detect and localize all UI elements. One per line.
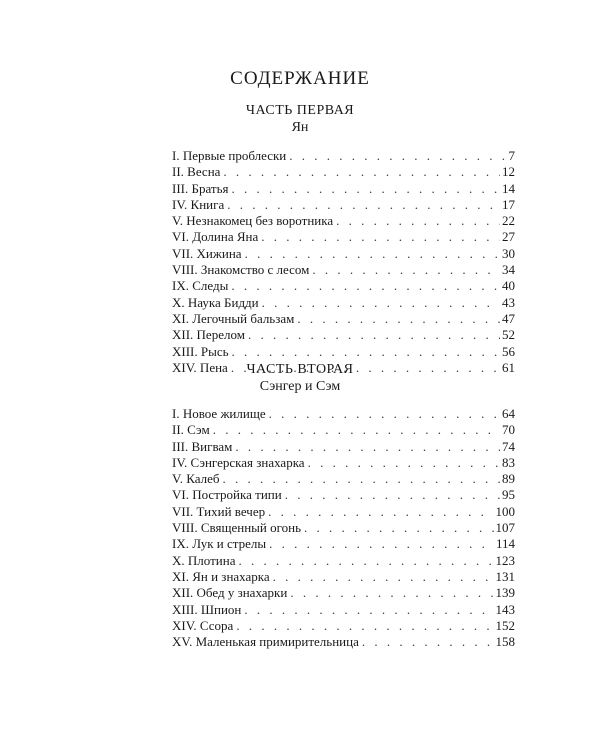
dot-leader (362, 634, 494, 650)
dot-leader (238, 553, 493, 569)
dot-leader (244, 602, 493, 618)
page-number: 107 (495, 520, 515, 536)
chapter-title: VI. Постройка типи (172, 487, 282, 503)
toc-entry (172, 439, 515, 455)
toc-entry (172, 487, 515, 503)
chapter-title: III. Братья (172, 180, 229, 196)
toc-entry (172, 246, 515, 262)
toc-entry (172, 569, 515, 585)
toc-entry (172, 278, 515, 294)
toc-entry (172, 520, 515, 536)
toc-entry (172, 422, 515, 438)
dot-leader (222, 471, 500, 487)
dot-leader (308, 455, 500, 471)
page-number: 34 (502, 262, 515, 278)
page-number: 52 (502, 327, 515, 343)
page-number: 17 (502, 196, 515, 212)
toc-entry (172, 455, 515, 471)
dot-leader (236, 618, 493, 634)
part-2-chapter-list (172, 406, 515, 650)
page-number: 152 (495, 617, 515, 633)
dot-leader (312, 262, 500, 278)
toc-entry (172, 634, 515, 650)
chapter-title: VIII. Знакомство с лесом (172, 262, 310, 278)
dot-leader (223, 164, 500, 180)
page-number: 74 (502, 438, 515, 454)
toc-entry (172, 471, 515, 487)
toc-entry (172, 262, 515, 278)
part-2-subtitle: Сэнгер и Сэм (259, 379, 341, 394)
toc-entry (172, 295, 515, 311)
chapter-title: IV. Сэнгерская знахарка (172, 454, 305, 470)
toc-entry (172, 536, 515, 552)
chapter-title: VIII. Священный огонь (172, 520, 302, 536)
page-number: 143 (495, 601, 515, 617)
chapter-title: IX. Следы (172, 278, 229, 294)
toc-entry (172, 585, 515, 601)
dot-leader (231, 278, 500, 294)
page-number: 139 (495, 585, 515, 601)
dot-leader (262, 295, 500, 311)
page-number: 7 (508, 148, 515, 163)
page-number: 100 (495, 503, 515, 519)
part-1-chapter-list (172, 148, 515, 376)
chapter-title: VII. Тихий вечер (172, 503, 266, 519)
part-2-heading: ЧАСТЬ ВТОРАЯ (246, 362, 354, 377)
chapter-title: XIV. Пена (172, 359, 228, 375)
page-number: 61 (502, 359, 515, 375)
dot-leader (245, 246, 500, 262)
part-1-subtitle: Ян (291, 120, 309, 135)
page-number: 56 (502, 343, 515, 359)
part-1-heading: ЧАСТЬ ПЕРВАЯ (245, 103, 355, 118)
chapter-title: II. Сэм (172, 422, 210, 438)
page-number: 22 (502, 213, 515, 229)
chapter-title: XI. Легочный бальзам (172, 310, 295, 326)
chapter-title: IX. Лук и стрелы (172, 536, 267, 552)
toc-entry (172, 311, 515, 327)
dot-leader (290, 585, 493, 601)
toc-entry (172, 406, 515, 422)
dot-leader (235, 439, 500, 455)
toc-entry (172, 181, 515, 197)
chapter-title: V. Калеб (172, 471, 220, 487)
chapter-title: XIII. Рысь (172, 343, 229, 359)
chapter-title: V. Незнакомец без воротника (172, 213, 334, 229)
chapter-title: X. Плотина (172, 552, 236, 568)
chapter-title: XIII. Шпион (172, 601, 242, 617)
toc-entry (172, 148, 515, 164)
dot-leader (297, 311, 500, 327)
chapter-title: XIV. Ссора (172, 617, 234, 633)
dot-leader (285, 487, 500, 503)
toc-entry (172, 197, 515, 213)
toc-entry (172, 602, 515, 618)
page-number: 95 (502, 487, 515, 503)
chapter-title: X. Наука Бидди (172, 294, 259, 310)
chapter-title: XII. Перелом (172, 327, 245, 343)
dot-leader (232, 344, 500, 360)
chapter-title: XV. Маленькая примирительница (172, 634, 359, 650)
page-number: 27 (502, 229, 515, 245)
toc-entry (172, 504, 515, 520)
dot-leader (269, 536, 494, 552)
dot-leader (227, 197, 500, 213)
page-number: 89 (502, 471, 515, 487)
chapter-title: XII. Обед у знахарки (172, 585, 288, 601)
dot-leader (231, 181, 500, 197)
dot-leader (304, 520, 493, 536)
toc-entry (172, 213, 515, 229)
chapter-title: II. Весна (172, 164, 221, 180)
toc-entry (172, 327, 515, 343)
chapter-title: III. Вигвам (172, 438, 233, 454)
dot-leader (261, 229, 500, 245)
dot-leader (269, 406, 500, 422)
toc-entry (172, 164, 515, 180)
page-number: 123 (495, 552, 515, 568)
page-title: СОДЕРЖАНИЕ (230, 68, 370, 89)
toc-entry (172, 344, 515, 360)
page-number: 83 (502, 454, 515, 470)
page-number: 14 (502, 180, 515, 196)
chapter-title: VII. Хижина (172, 245, 242, 261)
page-number: 70 (502, 422, 515, 438)
chapter-title: I. Новое жилище (172, 406, 266, 421)
dot-leader (289, 148, 506, 164)
page-number: 64 (502, 406, 515, 421)
dot-leader (248, 327, 500, 343)
page-number: 158 (495, 634, 515, 650)
page-number: 131 (495, 568, 515, 584)
dot-leader (213, 422, 500, 438)
toc-entry (172, 618, 515, 634)
page-number: 12 (502, 164, 515, 180)
dot-leader (336, 213, 500, 229)
dot-leader (268, 504, 493, 520)
chapter-title: I. Первые проблески (172, 148, 287, 163)
page-number: 40 (502, 278, 515, 294)
page-number: 43 (502, 294, 515, 310)
dot-leader (273, 569, 494, 585)
toc-entry (172, 229, 515, 245)
page-number: 30 (502, 245, 515, 261)
page-number: 47 (502, 310, 515, 326)
toc-entry (172, 553, 515, 569)
chapter-title: IV. Книга (172, 196, 225, 212)
chapter-title: XI. Ян и знахарка (172, 568, 270, 584)
chapter-title: VI. Долина Яна (172, 229, 259, 245)
page-number: 114 (495, 536, 515, 552)
